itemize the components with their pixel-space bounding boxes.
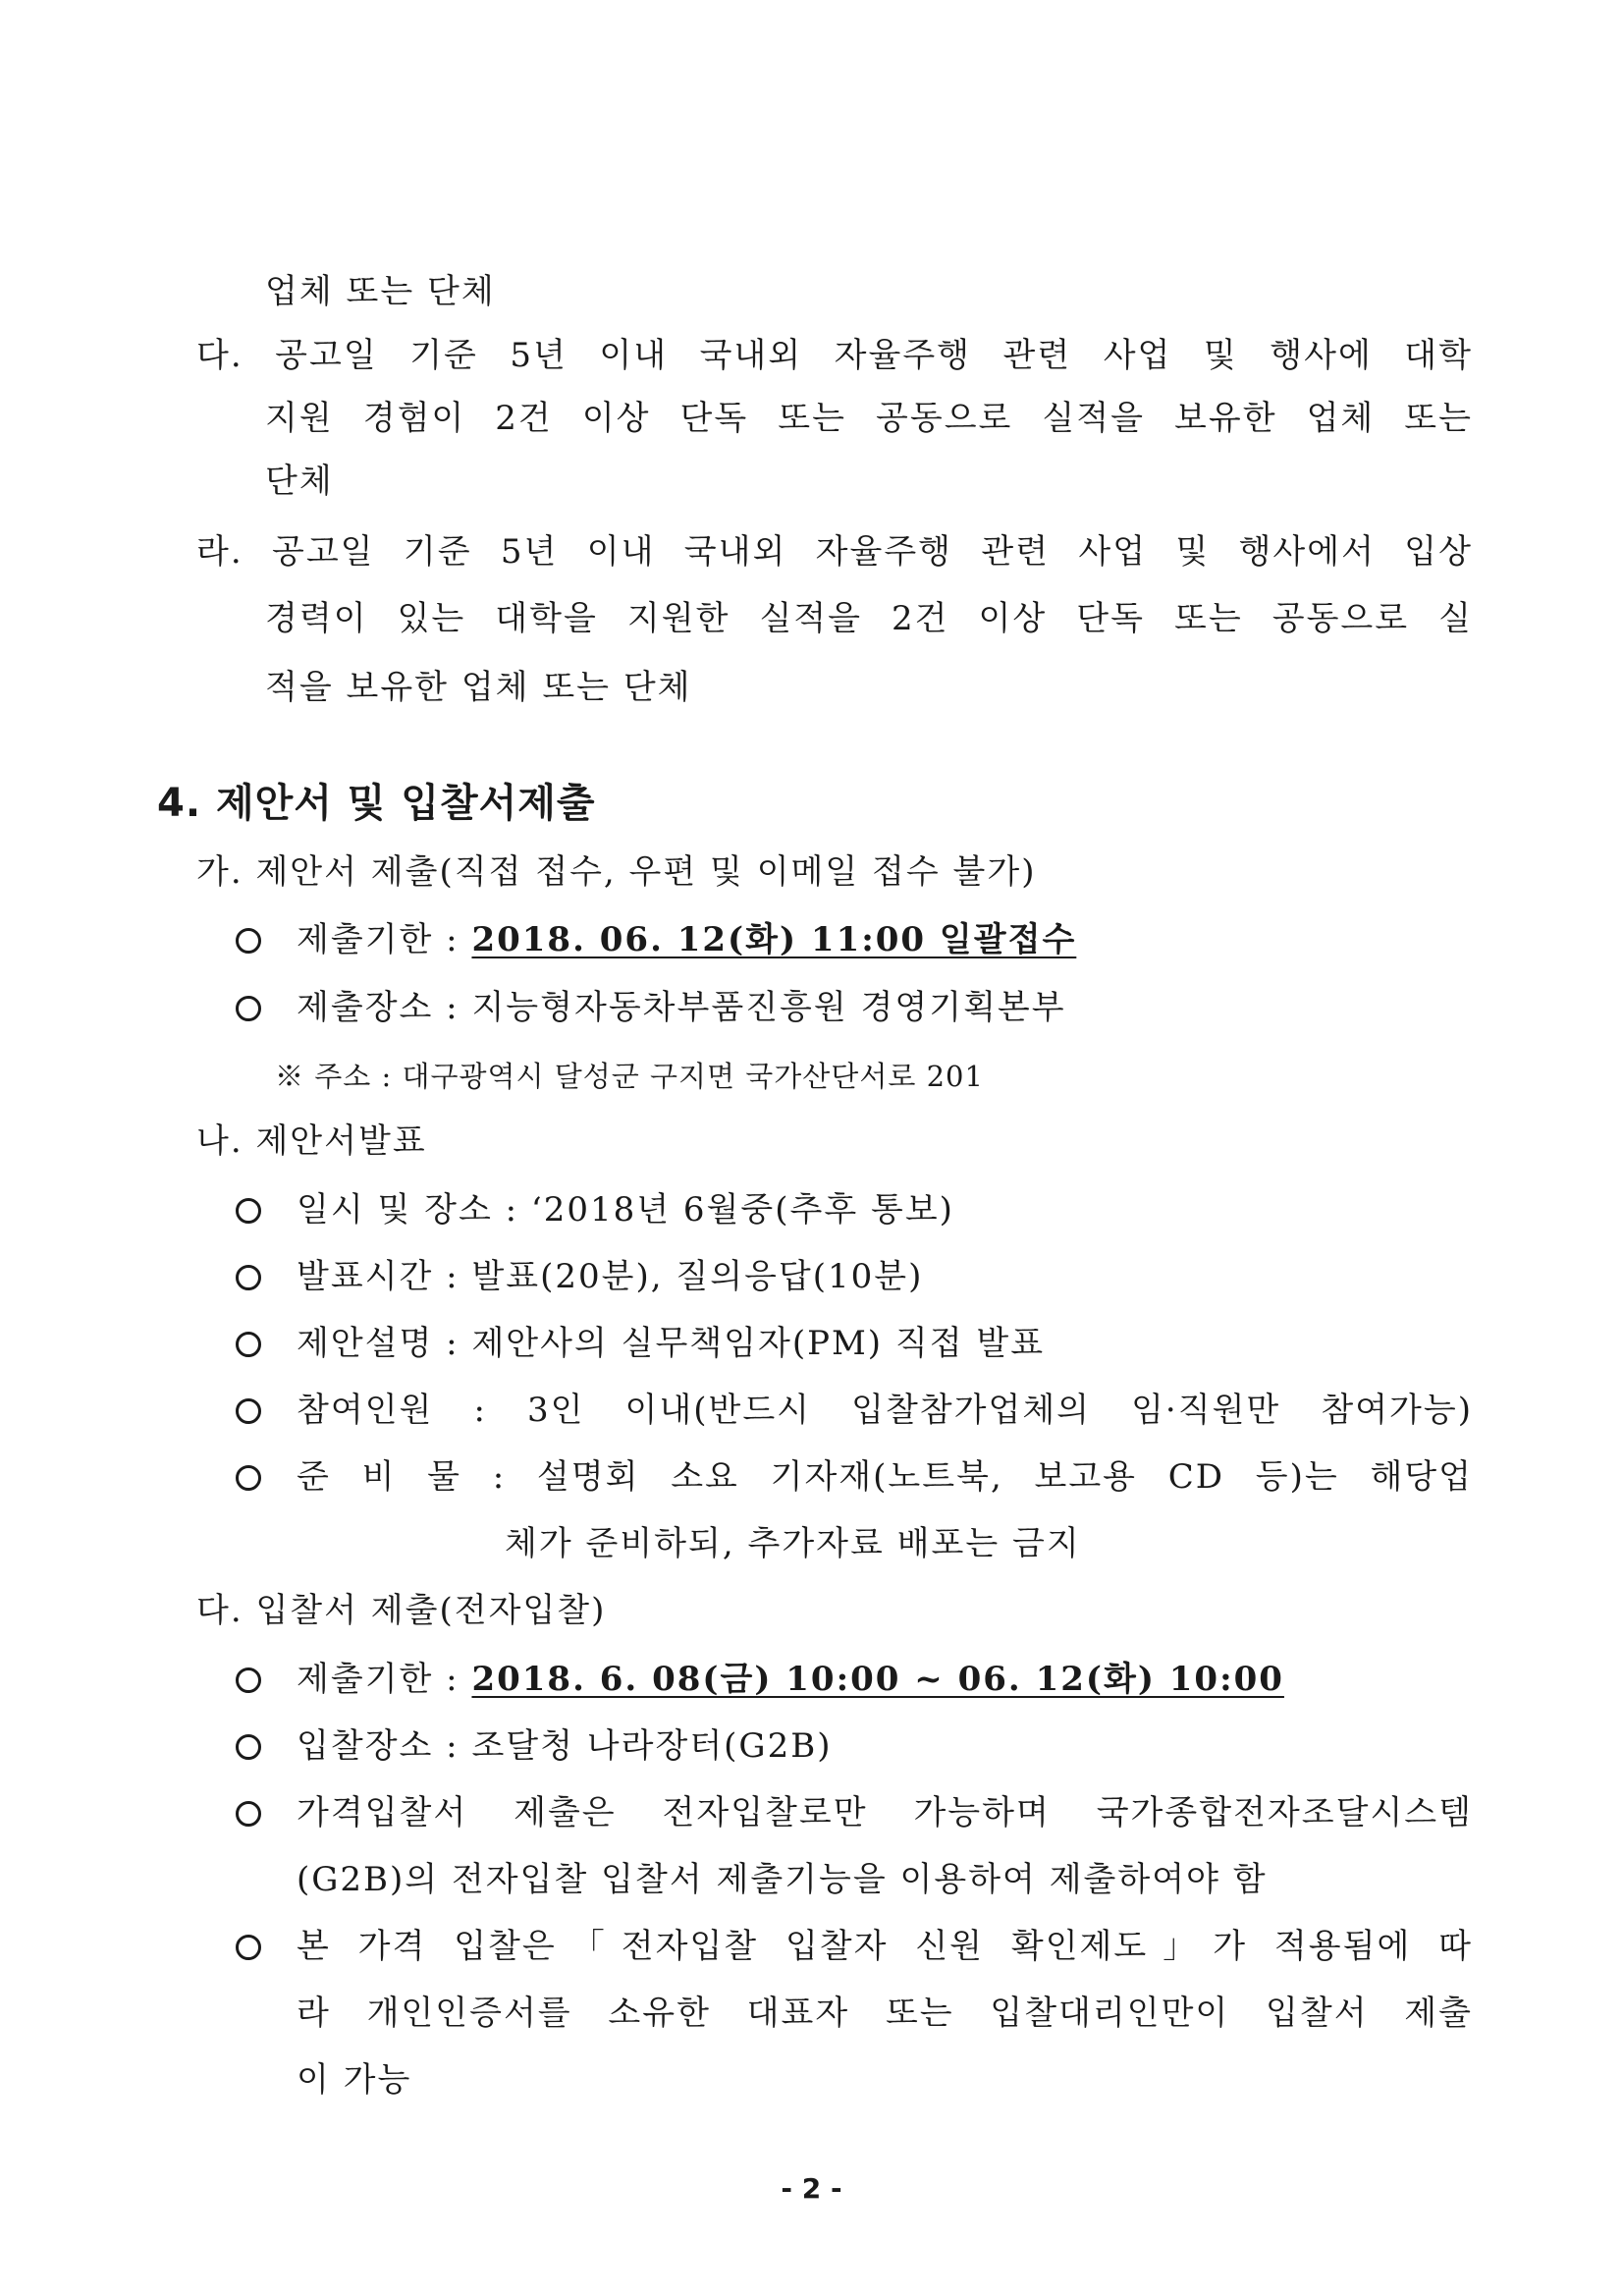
da-deadline-label: 제출기한 : (297, 1660, 472, 1699)
na-bullet-2: 발표시간 : 발표(20분), 질의응답(10분) (297, 1257, 924, 1296)
bullet-circle-icon (236, 1734, 261, 1760)
na-bullet-1: 일시 및 장소 : ‘2018년 6월중(추후 통보) (297, 1190, 954, 1230)
bullet-circle-icon (236, 1801, 261, 1827)
section-4-title: 4. 제안서 및 입찰서제출 (157, 781, 596, 826)
na-bullet-5-line-2: 체가 준비하되, 추가자료 배포는 금지 (505, 1524, 1081, 1563)
ga-deadline-value: 2018. 06. 12(화) 11:00 일괄접수 (471, 920, 1077, 959)
ga-deadline-label: 제출기한 : (297, 920, 472, 959)
item-da-line-2: 지원 경험이 2건 이상 단독 또는 공동으로 실적을 보유한 업체 또는 (265, 399, 1473, 438)
na-bullet-3: 제안설명 : 제안사의 실무책임자(PM) 직접 발표 (297, 1324, 1046, 1363)
na-bullet-5-line-1: 준 비 물 : 설명회 소요 기자재(노트북, 보고용 CD 등)는 해당업 (297, 1457, 1473, 1497)
da-deadline (297, 1658, 1284, 1701)
da-deadline-value: 2018. 6. 08(금) 10:00 ~ 06. 12(화) 10:00 (471, 1660, 1284, 1699)
item-ra-line-1: 라. 공고일 기준 5년 이내 국내외 자율주행 관련 사업 및 행사에서 입상 (196, 532, 1473, 572)
bullet-circle-icon (236, 996, 261, 1021)
bullet-circle-icon (236, 1265, 261, 1290)
bullet-circle-icon (236, 1667, 261, 1693)
bullet-circle-icon (236, 928, 261, 954)
bullet-circle-icon (236, 1198, 261, 1224)
da-bullet-3-line-1: 가격입찰서 제출은 전자입찰로만 가능하며 국가종합전자조달시스템 (297, 1793, 1473, 1832)
da-bullet-3-line-2: (G2B)의 전자입찰 입찰서 제출기능을 이용하여 제출하여야 함 (297, 1860, 1268, 1899)
da-place: 입찰장소 : 조달청 나라장터(G2B) (297, 1726, 833, 1766)
ga-deadline (297, 918, 1076, 961)
da-heading: 다. 입찰서 제출(전자입찰) (196, 1591, 607, 1630)
na-bullet-4: 참여인원 : 3인 이내(반드시 입찰참가업체의 임·직원만 참여가능) (297, 1391, 1473, 1430)
ga-place: 제출장소 : 지능형자동차부품진흥원 경영기획본부 (297, 988, 1066, 1027)
intro-line-1: 업체 또는 단체 (265, 272, 496, 311)
item-ra-line-3: 적을 보유한 업체 또는 단체 (265, 668, 692, 707)
da-bullet-4-line-3: 이 가능 (297, 2060, 412, 2100)
item-da-line-1: 다. 공고일 기준 5년 이내 국내외 자율주행 관련 사업 및 행사에 대학 (196, 336, 1473, 375)
bullet-circle-icon (236, 1465, 261, 1491)
item-ra-line-2: 경력이 있는 대학을 지원한 실적을 2건 이상 단독 또는 공동으로 실 (265, 599, 1473, 638)
bullet-circle-icon (236, 1935, 261, 1960)
da-bullet-4-line-1: 본 가격 입찰은「전자입찰 입찰자 신원 확인제도」가 적용됨에 따 (297, 1927, 1473, 1966)
da-bullet-4-line-2: 라 개인인증서를 소유한 대표자 또는 입찰대리인만이 입찰서 제출 (297, 1994, 1473, 2033)
page-number: - 2 - (781, 2172, 842, 2205)
ga-heading: 가. 제안서 제출(직접 접수, 우편 및 이메일 접수 불가) (196, 852, 1037, 892)
ga-address-note: ※ 주소 : 대구광역시 달성군 구지면 국가산단서로 201 (275, 1060, 984, 1093)
bullet-circle-icon (236, 1332, 261, 1357)
na-heading: 나. 제안서발표 (196, 1121, 427, 1161)
bullet-circle-icon (236, 1398, 261, 1424)
item-da-line-3: 단체 (265, 462, 334, 501)
